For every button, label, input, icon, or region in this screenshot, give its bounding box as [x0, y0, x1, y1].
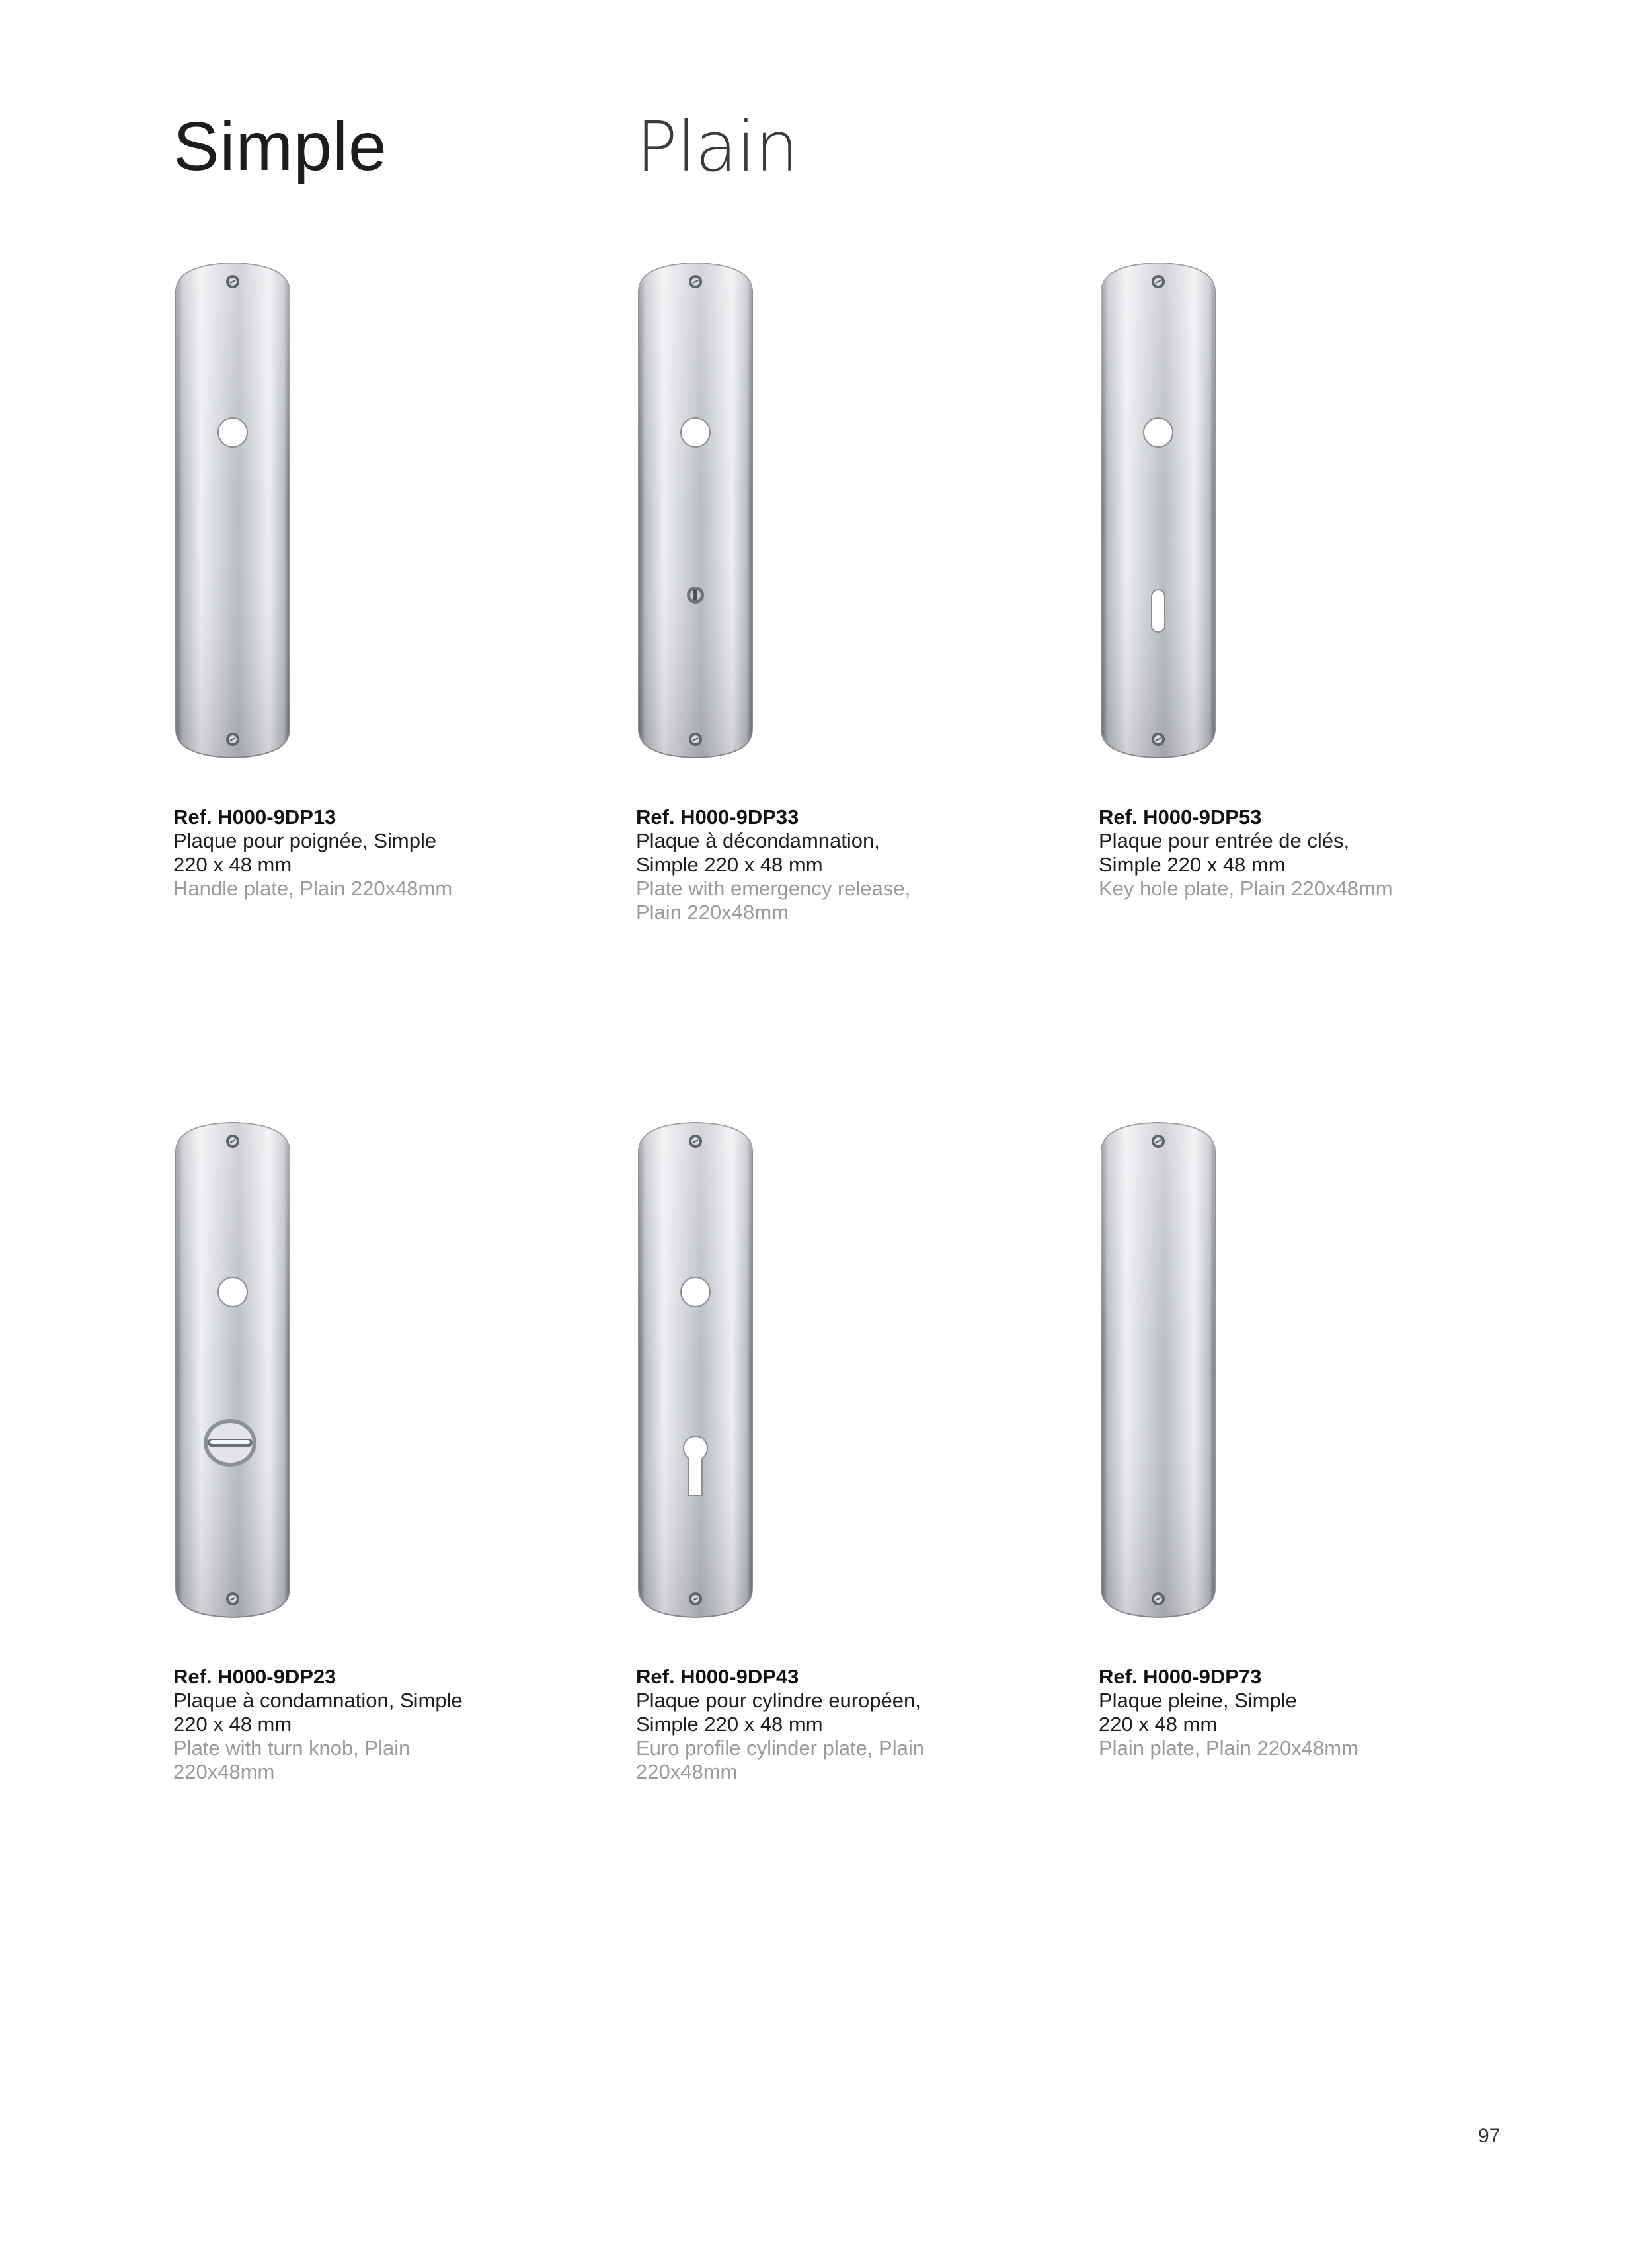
plate-svg — [173, 259, 292, 762]
product-ref: Ref. H000-9DP23 — [173, 1665, 336, 1688]
spindle-hole — [681, 1277, 710, 1307]
spindle-hole — [218, 1277, 247, 1307]
plate-svg — [636, 259, 755, 762]
product-desc-fr: Plaque à condamnation, Simple — [173, 1689, 463, 1712]
product-caption — [636, 1665, 1046, 1784]
product-caption — [173, 805, 583, 901]
product-desc-fr: Simple 220 x 48 mm — [636, 1713, 823, 1736]
product-desc-fr: Plaque pour cylindre européen, — [636, 1689, 921, 1712]
product-ref: Ref. H000-9DP43 — [636, 1665, 799, 1688]
product-desc-en: Plain plate, Plain 220x48mm — [1099, 1736, 1358, 1760]
product-desc-en: Euro profile cylinder plate, Plain — [636, 1736, 924, 1760]
handle-plate-image — [173, 259, 292, 762]
product-desc-en: Plain 220x48mm — [636, 901, 789, 924]
spindle-hole — [218, 418, 247, 447]
product-caption — [636, 805, 1046, 924]
page-number: 97 — [1478, 2125, 1501, 2147]
keyhole-plate-image — [1099, 259, 1218, 762]
plate-svg — [1099, 1119, 1218, 1621]
product-desc-en: Plate with turn knob, Plain — [173, 1736, 411, 1760]
euro-cylinder-plate-image — [636, 1119, 755, 1621]
spindle-hole — [681, 418, 710, 447]
plate-svg — [636, 1119, 755, 1621]
product-desc-fr: 220 x 48 mm — [173, 853, 292, 876]
page-title-en: Plain — [636, 106, 799, 187]
product-desc-en: Plate with emergency release, — [636, 877, 911, 900]
emergency-release-plate-image — [636, 259, 755, 762]
product-desc-fr: Plaque pleine, Simple — [1099, 1689, 1297, 1712]
product-desc-fr: Plaque à décondamnation, — [636, 829, 880, 852]
product-desc-en: Handle plate, Plain 220x48mm — [173, 877, 453, 900]
plate-svg — [173, 1119, 292, 1621]
product-desc-fr: Simple 220 x 48 mm — [636, 853, 823, 876]
product-desc-fr: Plaque pour poignée, Simple — [173, 829, 437, 852]
product-desc-fr: Simple 220 x 48 mm — [1099, 853, 1286, 876]
product-desc-en: 220x48mm — [636, 1760, 738, 1783]
product-caption — [1099, 1665, 1509, 1760]
blank-plate-image — [1099, 1119, 1218, 1621]
product-caption — [1099, 805, 1509, 901]
keyhole-icon — [1152, 590, 1165, 632]
product-desc-fr: 220 x 48 mm — [1099, 1713, 1218, 1736]
page-title-fr: Simple — [173, 108, 387, 185]
product-ref: Ref. H000-9DP53 — [1099, 805, 1262, 829]
plate-svg — [1099, 259, 1218, 762]
product-desc-fr: 220 x 48 mm — [173, 1713, 292, 1736]
product-desc-en: Key hole plate, Plain 220x48mm — [1099, 877, 1393, 900]
product-ref: Ref. H000-9DP13 — [173, 805, 336, 829]
spindle-hole — [1144, 418, 1173, 447]
product-desc-fr: Plaque pour entrée de clés, — [1099, 829, 1350, 852]
product-desc-en: 220x48mm — [173, 1760, 275, 1783]
product-caption — [173, 1665, 583, 1784]
turn-knob-plate-image — [173, 1119, 292, 1621]
product-ref: Ref. H000-9DP73 — [1099, 1665, 1262, 1688]
product-ref: Ref. H000-9DP33 — [636, 805, 799, 829]
